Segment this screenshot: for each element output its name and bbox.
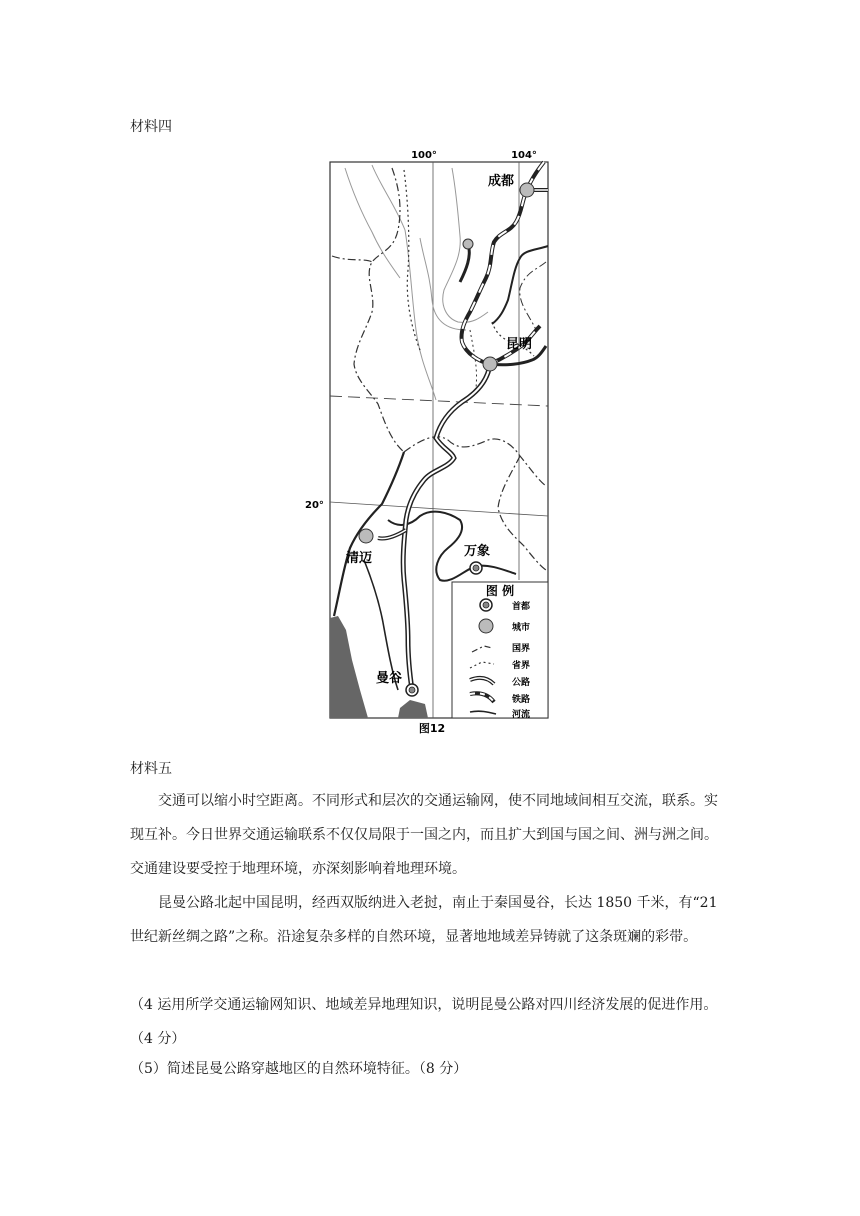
legend-highway-label: 公路 [512, 678, 531, 688]
lon-100-label: 100° [411, 150, 437, 161]
legend-city-label: 城市 [512, 623, 531, 633]
lat-20-label: 20° [305, 500, 324, 511]
city-label-kunming: 昆明 [506, 337, 533, 352]
city-marker-chengdu [520, 183, 534, 197]
lon-104-label: 104° [511, 150, 537, 161]
material4-label: 材料四 [130, 119, 172, 135]
city-label-mangu: 曼谷 [376, 671, 403, 686]
legend-national-border-label: 国界 [512, 644, 531, 654]
legend-provincial-border-label: 省界 [512, 661, 531, 671]
legend-capital-label: 首都 [512, 602, 531, 612]
legend-railway-label: 铁路 [512, 695, 531, 705]
figure-caption: 图12 [418, 722, 446, 735]
paragraph-2: 昆曼公路北起中国昆明，经西双版纳进入老挝，南止于秦国曼谷，长达 1850 千米，有“21 世纪新丝绸之路”之称。沿途复杂多样的自然环境，显著地地域差异铸就了这条斑斓的彩带。 [130, 895, 718, 945]
city-marker-kunming [483, 357, 497, 371]
legend-title: 图 例 [485, 584, 515, 598]
city-marker-unnamed [463, 239, 473, 249]
material5-label: 材料五 [130, 761, 172, 777]
question-5: （5）简述昆曼公路穿越地区的自然环境特征。（8 分） [130, 1061, 468, 1077]
legend-river-label: 河流 [512, 710, 531, 720]
city-label-wanxiang: 万象 [464, 544, 491, 559]
legend-city-icon [479, 619, 493, 633]
city-label-qingmai: 清迈 [346, 551, 373, 566]
city-marker-qingmai [359, 529, 373, 543]
map-legend [452, 582, 548, 720]
question-4: （4 运用所学交通运输网知识、地域差异地理知识，说明昆曼公路对四川经济发展的促进作用。（4 分） [130, 997, 718, 1047]
paragraph-1: 交通可以缩小时空距离。不同形式和层次的交通运输网，使不同地域间相互交流，联系。实现互补。今日世界交通运输联系不仅仅局限于一国之内，而且扩大到国与国之间、洲与洲之间。交通建设要受控于地理环境，亦深刻影响着地理环境。 [130, 793, 718, 877]
city-label-chengdu: 成都 [488, 174, 515, 189]
